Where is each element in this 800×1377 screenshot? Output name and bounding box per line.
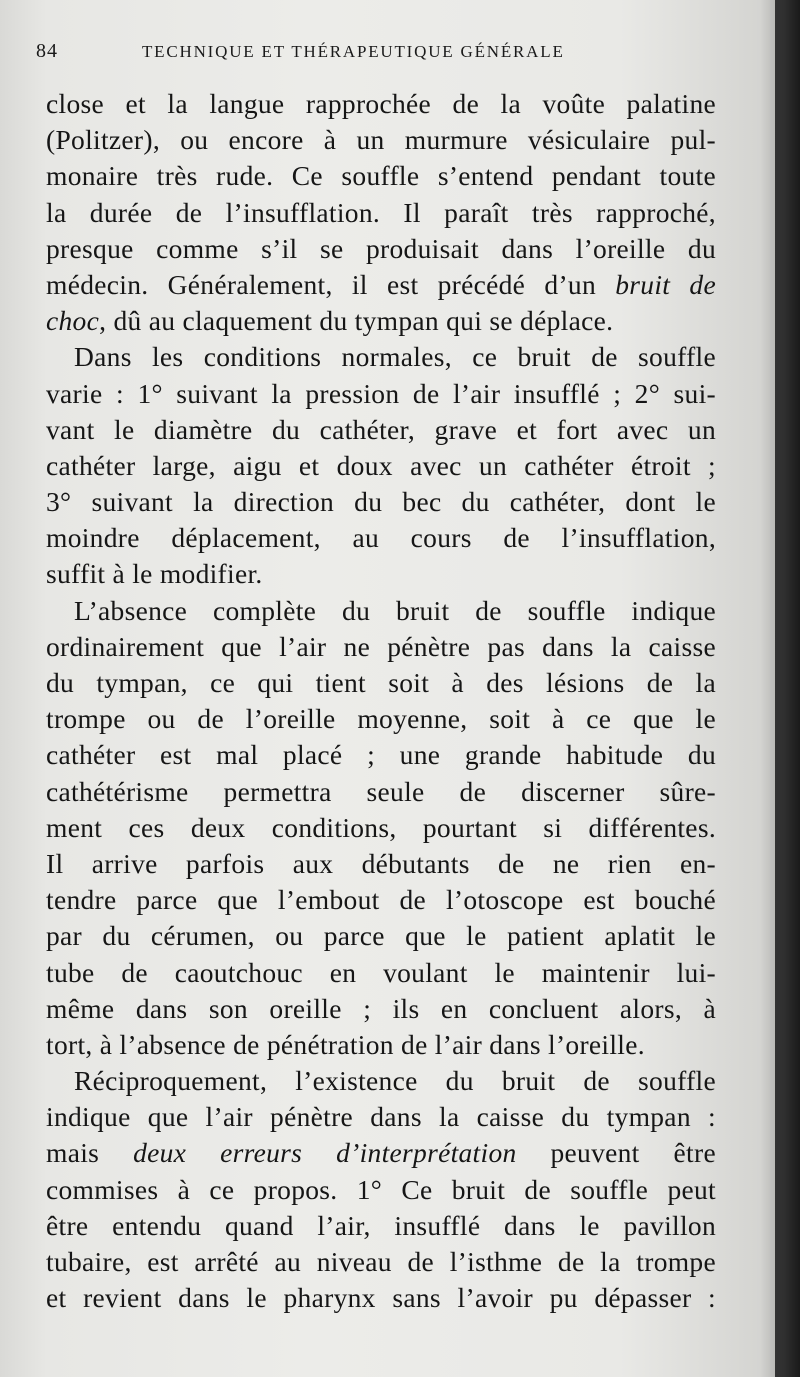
text-line: monaire très rude. Ce souffle s’entend pendant toute [46, 160, 716, 192]
text-line: cathéter est mal placé ; une grande habitude du [46, 739, 716, 771]
text-line: ordinairement que l’air ne pénètre pas dans la caisse [46, 630, 716, 662]
text-segment: médecin. Généralement, il est précédé d’un [46, 268, 597, 300]
text-line: tort, à l’absence de pénétration de l’air dans l’oreille. [46, 1028, 645, 1060]
text-line: par du cérumen, ou parce que le patient aplatit le [46, 920, 716, 952]
text-line: indique que l’air pénètre dans la caisse du tympan : [46, 1101, 716, 1133]
text-line: commises à ce propos. 1° Ce bruit de souffle peut [46, 1173, 716, 1205]
text-line [46, 1135, 716, 1171]
text-segment: mais [46, 1137, 100, 1169]
text-line: du tympan, ce qui tient soit à des lésions de la [46, 667, 716, 698]
body-text [46, 86, 716, 1316]
text-segment: peuvent être [550, 1137, 716, 1169]
text-line: cathéter large, aigu et doux avec un cathéter étroit ; [46, 449, 716, 481]
text-line: trompe ou de l’oreille moyenne, soit à ce que le [46, 703, 716, 735]
text-line: close et la langue rapprochée de la voûte palatine [46, 88, 716, 119]
text-line: vant le diamètre du cathéter, grave et fort avec un [46, 413, 716, 445]
text-line: être entendu quand l’air, insufflé dans le pavillon [46, 1209, 716, 1241]
italic-term: bruit de [615, 268, 716, 300]
text-line: la durée de l’insufflation. Il paraît très rapproché, [46, 196, 716, 228]
text-line: tubaire, est arrêté au niveau de l’isthme de la trompe [46, 1246, 716, 1277]
text-line: Il arrive parfois aux débutants de ne rien en- [46, 847, 716, 879]
page-header [36, 34, 726, 74]
text-line: et revient dans le pharynx sans l’avoir pu dépasser : [46, 1282, 716, 1314]
text-line: cathétérisme permettra seule de discerner sûre- [46, 775, 716, 807]
page-number: 84 [36, 40, 58, 62]
paragraph-start-line: Dans les conditions normales, ce bruit de souffle [74, 341, 716, 373]
italic-term: deux erreurs d’interprétation [133, 1137, 517, 1169]
text-segment: , dû au claquement du tympan qui se déplace. [99, 305, 614, 337]
paragraph-start-line: L’absence complète du bruit de souffle indique [74, 594, 716, 626]
text-line: suffit à le modifier. [46, 558, 263, 590]
italic-term: choc [46, 305, 100, 337]
text-line: presque comme s’il se produisait dans l’oreille du [46, 232, 716, 264]
text-line: tendre parce que l’embout de l’otoscope est bouché [46, 884, 716, 916]
running-head: TECHNIQUE ET THÉRAPEUTIQUE GÉNÉRALE [142, 42, 565, 61]
text-line: 3° suivant la direction du bec du cathéter, dont le [46, 486, 716, 518]
text-line: même dans son oreille ; ils en concluent alors, à [46, 992, 716, 1024]
text-line: tube de caoutchouc en voulant le maintenir lui- [46, 956, 716, 988]
text-line: ment ces deux conditions, pourtant si différentes. [46, 811, 716, 843]
paragraph-start-line: Réciproquement, l’existence du bruit de souffle [74, 1065, 716, 1097]
text-line: moindre déplacement, au cours de l’insufflation, [46, 522, 716, 554]
text-line [46, 303, 716, 339]
text-line: (Politzer), ou encore à un murmure vésiculaire pul- [46, 124, 716, 156]
page-edge-shadow [760, 0, 800, 1377]
text-line [46, 267, 716, 303]
text-line: varie : 1° suivant la pression de l’air insufflé ; 2° sui- [46, 377, 716, 409]
